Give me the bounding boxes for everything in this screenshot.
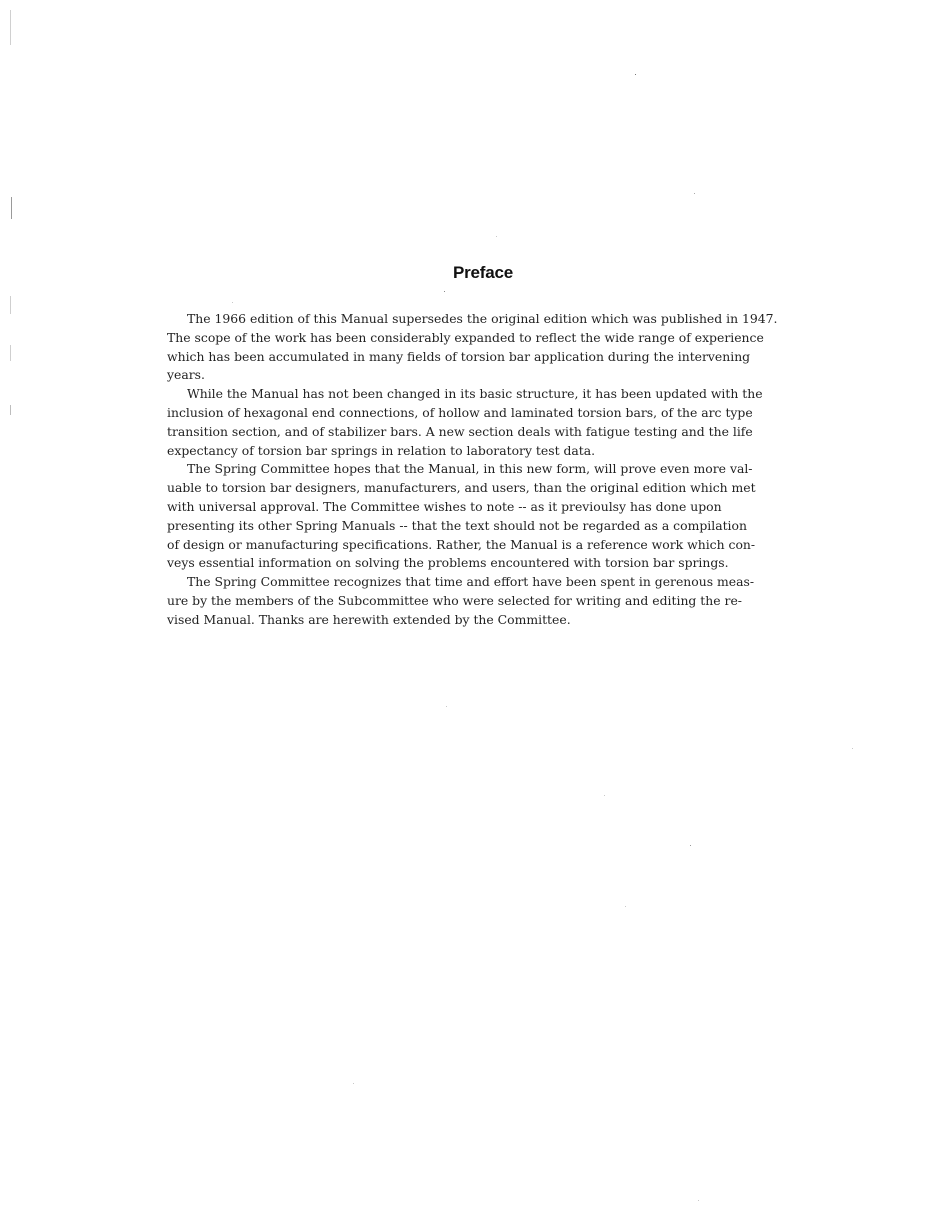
scan-edge-mark	[11, 197, 12, 219]
text-line: presenting its other Spring Manuals -- that the text should not be regarded as a compilation	[167, 517, 747, 533]
scan-speck	[496, 236, 497, 237]
text-line: While the Manual has not been changed in its basic structure, it has been updated with the	[187, 386, 763, 402]
scan-speck	[232, 302, 233, 303]
scan-speck	[444, 291, 445, 292]
text-line: The 1966 edition of this Manual supersedes the original edition which was published in 1947.	[187, 311, 778, 326]
text-line: The Spring Committee hopes that the Manual, in this new form, will prove even more val-	[187, 461, 753, 477]
scan-edge-mark	[10, 405, 11, 415]
scan-edge-mark	[10, 296, 11, 314]
scan-edge-mark	[10, 10, 11, 45]
text-line: expectancy of torsion bar springs in relation to laboratory test data.	[167, 442, 596, 458]
scan-speck	[694, 193, 695, 194]
text-line: transition section, and of stabilizer bars. A new section deals with fatigue testing and the life	[167, 423, 753, 439]
scan-speck	[690, 845, 691, 846]
scan-speck	[604, 795, 605, 796]
scan-speck	[635, 74, 636, 75]
text-line: inclusion of hexagonal end connections, of hollow and laminated torsion bars, of the arc type	[167, 404, 753, 420]
scan-speck	[698, 1200, 699, 1201]
text-line: veys essential information on solving the problems encountered with torsion bar springs.	[167, 555, 729, 571]
paragraph	[167, 385, 782, 460]
text-line: years.	[167, 367, 205, 383]
scan-speck	[446, 706, 447, 707]
text-line: The scope of the work has been considerably expanded to reflect the wide range of experience	[167, 329, 764, 345]
scan-speck	[625, 906, 626, 907]
paragraph	[167, 573, 782, 629]
scan-speck	[353, 1083, 354, 1084]
scan-edge-mark	[10, 345, 11, 361]
paragraph	[167, 310, 782, 385]
preface-body	[167, 310, 782, 630]
text-line: which has been accumulated in many fields of torsion bar application during the intervening	[167, 348, 751, 364]
text-line: with universal approval. The Committee wishes to note -- as it previoulsy has done upon	[167, 498, 722, 514]
text-line: ure by the members of the Subcommittee who were selected for writing and editing the re-	[167, 592, 742, 608]
page-title: Preface	[452, 263, 514, 282]
scan-speck	[852, 748, 853, 749]
paragraph	[167, 460, 782, 573]
text-line: of design or manufacturing specifications. Rather, the Manual is a reference work which con-	[167, 536, 756, 552]
text-line: uable to torsion bar designers, manufacturers, and users, than the original edition which met	[167, 480, 756, 496]
text-line: The Spring Committee recognizes that time and effort have been spent in gerenous meas-	[187, 574, 755, 590]
text-line: vised Manual. Thanks are herewith extended by the Committee.	[167, 611, 571, 627]
